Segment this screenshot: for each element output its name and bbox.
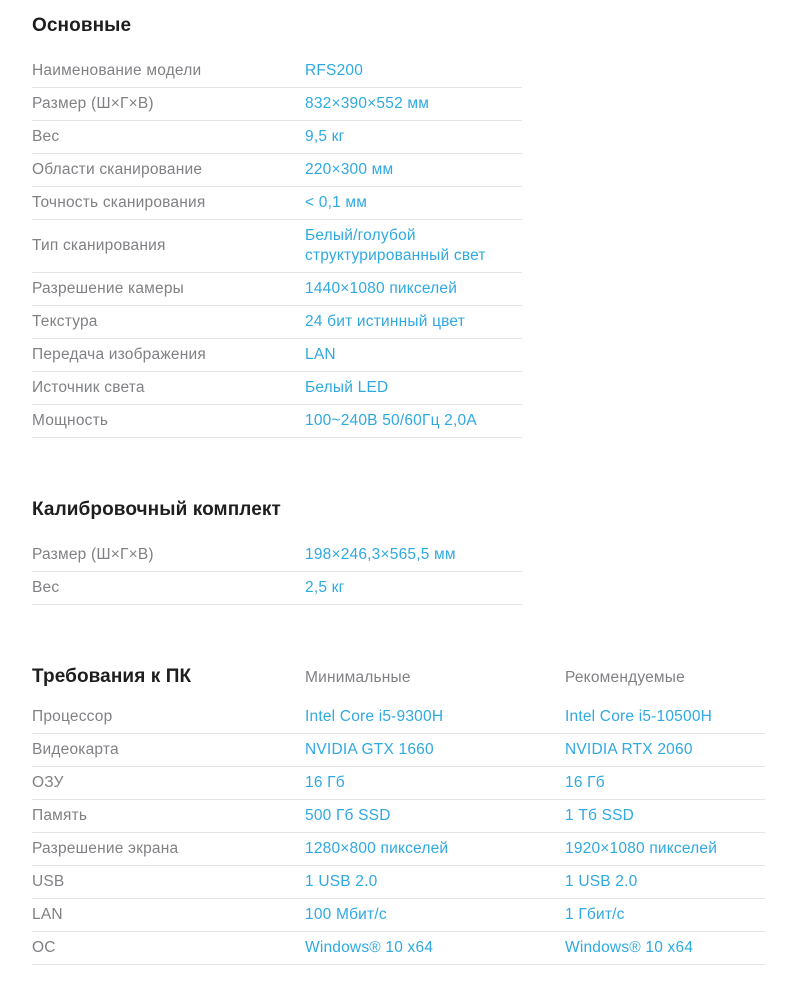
spec-value: RFS200 [305,62,364,79]
spec-label: Процессор [32,708,113,725]
spec-value: Windows® 10 x64 [305,939,434,956]
table-row [32,306,522,339]
spec-value: Intel Core i5-10500H [565,708,713,725]
table-row [32,154,522,187]
spec-label: Наименование модели [32,62,202,79]
spec-value: < 0,1 мм [305,194,368,211]
spec-value: 1 Тб SSD [565,807,635,824]
spec-value: 24 бит истинный цвет [305,313,466,330]
spec-label: Размер (Ш×Г×В) [32,546,154,563]
spec-value: 2,5 кг [305,579,345,596]
spec-label: Вес [32,128,60,145]
table-row [32,833,765,866]
section-title: Калибровочный комплект [32,499,281,520]
spec-value: 16 Гб [305,774,345,791]
spec-table-calibration [32,539,522,605]
section-calibration-kit [32,498,768,605]
section-pc-requirements [32,665,768,965]
table-row [32,767,765,800]
table-row [32,88,522,121]
pc-requirements-header-row [32,665,765,689]
section-title: Требования к ПК [32,666,192,687]
table-row [32,187,522,220]
spec-label: ОЗУ [32,774,64,791]
spec-value: 100 Мбит/с [305,906,387,923]
spec-value: 1 Гбит/с [565,906,625,923]
spec-label: Области сканирование [32,161,203,178]
spec-label: Видеокарта [32,741,119,758]
spec-label: Память [32,807,88,824]
spec-value: LAN [305,346,336,363]
table-row [32,734,765,767]
spec-value: 500 Гб SSD [305,807,391,824]
spec-value: 1920×1080 пикселей [565,840,718,857]
spec-label: Вес [32,579,60,596]
section-title: Основные [32,15,132,36]
spec-table-pc-requirements [32,701,765,965]
spec-label: Передача изображения [32,346,206,363]
table-row [32,372,522,405]
spec-label: Разрешение экрана [32,840,179,857]
spec-label: Точность сканирования [32,194,206,211]
table-row [32,800,765,833]
spec-label: Тип сканирования [32,237,166,254]
spec-value: 220×300 мм [305,161,394,178]
table-row [32,121,522,154]
table-row [32,932,765,965]
spec-value: Белый/голубой структурированный свет [305,227,486,264]
spec-value: 198×246,3×565,5 мм [305,546,456,563]
spec-value: Белый LED [305,379,389,396]
spec-label: Текстура [32,313,98,330]
table-row [32,339,522,372]
spec-value: NVIDIA RTX 2060 [565,741,693,758]
spec-value: Intel Core i5-9300H [305,708,444,725]
spec-label: LAN [32,906,63,923]
spec-value: 1440×1080 пикселей [305,280,458,297]
spec-value: 1280×800 пикселей [305,840,449,857]
spec-value: 16 Гб [565,774,605,791]
spec-value: 100~240В 50/60Гц 2,0А [305,412,477,429]
table-row [32,572,522,605]
spec-value: NVIDIA GTX 1660 [305,741,434,758]
column-header-minimal: Минимальные [305,669,411,686]
spec-label: Разрешение камеры [32,280,184,297]
spec-value: Windows® 10 x64 [565,939,694,956]
table-row [32,539,522,572]
spec-table-basic [32,55,522,438]
table-row [32,405,522,438]
spec-value: 832×390×552 мм [305,95,430,112]
table-row [32,899,765,932]
table-row [32,866,765,899]
column-header-recommended: Рекомендуемые [565,669,685,686]
spec-value: 1 USB 2.0 [305,873,378,890]
spec-value: 1 USB 2.0 [565,873,638,890]
spec-label: USB [32,873,65,890]
spec-label: ОС [32,939,56,956]
table-row [32,220,522,273]
spec-label: Мощность [32,412,109,429]
section-basic [32,14,768,438]
table-row [32,701,765,734]
spec-label: Размер (Ш×Г×В) [32,95,154,112]
table-row [32,55,522,88]
spec-value: 9,5 кг [305,128,345,145]
spec-label: Источник света [32,379,145,396]
table-row [32,273,522,306]
